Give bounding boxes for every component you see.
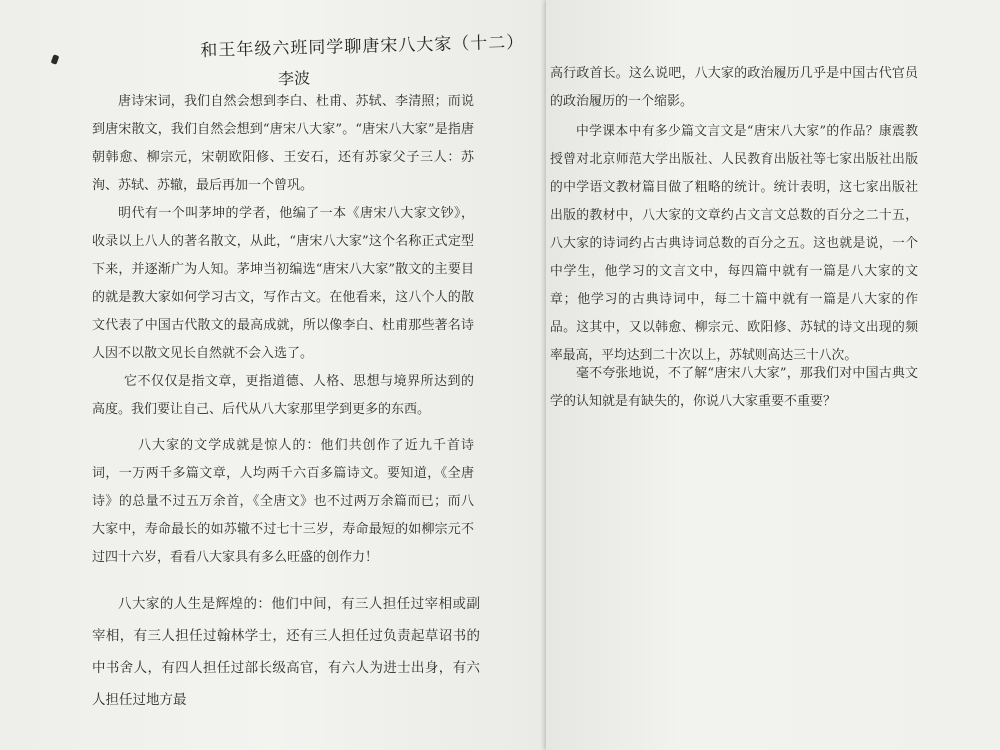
- left-paragraph-4: 八大家的文学成就是惊人的：他们共创作了近九千首诗词，一万两千多篇文章，人均两千六百多篇诗文。要知道，《全唐诗》的总量不过五万余首，《全唐文》也不过两万余篇而已；而八大家中，寿命最长的如苏辙不过七十三岁，寿命最短的如柳宗元不过四十六岁，看看八大家具有多么旺盛的创作力！: [92, 438, 474, 565]
- left-paragraph-1: 唐诗宋词，我们自然会想到李白、杜甫、苏轼、李清照；而说到唐宋散文，我们自然会想到“唐宋八大家”。“唐宋八大家”是指唐朝韩愈、柳宗元，宋朝欧阳修、王安石，还有苏家父子三人：苏洵、苏轼、苏辙，最后再加一个曾巩。: [92, 94, 474, 193]
- left-paragraph-3: 它不仅仅是指文章，更指道德、人格、思想与境界所达到的高度。我们要让自己、后代从八大家那里学到更多的东西。: [92, 374, 474, 417]
- handwritten-title: 和王年级六班同学聊唐宋八大家（十二）: [200, 32, 525, 61]
- handwritten-author: 李波: [277, 68, 311, 89]
- left-paragraph-5: 八大家的人生是辉煌的：他们中间，有三人担任过宰相或副宰相，有三人担任过翰林学士，还有三人担任过负责起草诏书的中书舍人，有四人担任过部长级高官，有六人为进士出身，有六人担任过地方最: [92, 596, 480, 708]
- right-paragraph-2: 中学课本中有多少篇文言文是“唐宋八大家”的作品？康震教授曾对北京师范大学出版社、人民教育出版社等七家出版社出版的中学语文教材篇目做了粗略的统计。统计表明，这七家出版社出版的教材中，八大家的文章约占文言文总数的百分之二十五，八大家的诗词约占古典诗词总数的百分之五。这也就是说，一个中学生，他学习的文言文中，每四篇中就有一篇是八大家的文章；他学习的古典诗词中，每二十篇中就有一篇是八大家的作品。这其中，又以韩愈、柳宗元、欧阳修、苏轼的诗文出现的频率最高，平均达到二十次以上，苏轼则高达三十八次。: [550, 124, 918, 363]
- ink-mark: [51, 54, 60, 65]
- right-paragraph-3: 毫不夸张地说，不了解“唐宋八大家”，那我们对中国古典文学的认知就是有缺失的，你说八大家重要不重要？: [550, 366, 918, 409]
- right-paragraph-1: 高行政首长。这么说吧，八大家的政治履历几乎是中国古代官员的政治履历的一个缩影。: [550, 66, 918, 109]
- left-paragraph-2: 明代有一个叫茅坤的学者，他编了一本《唐宋八大家文钞》，收录以上八人的著名散文，从此，“唐宋八大家”这个名称正式定型下来，并逐渐广为人知。茅坤当初编选“唐宋八大家”散文的主要目的就是教大家如何学习古文，写作古文。在他看来，这八个人的散文代表了中国古代散文的最高成就，所以像李白、杜甫那些著名诗人因不以散文见长自然就不会入选了。: [92, 206, 474, 361]
- right-page: [546, 0, 1000, 750]
